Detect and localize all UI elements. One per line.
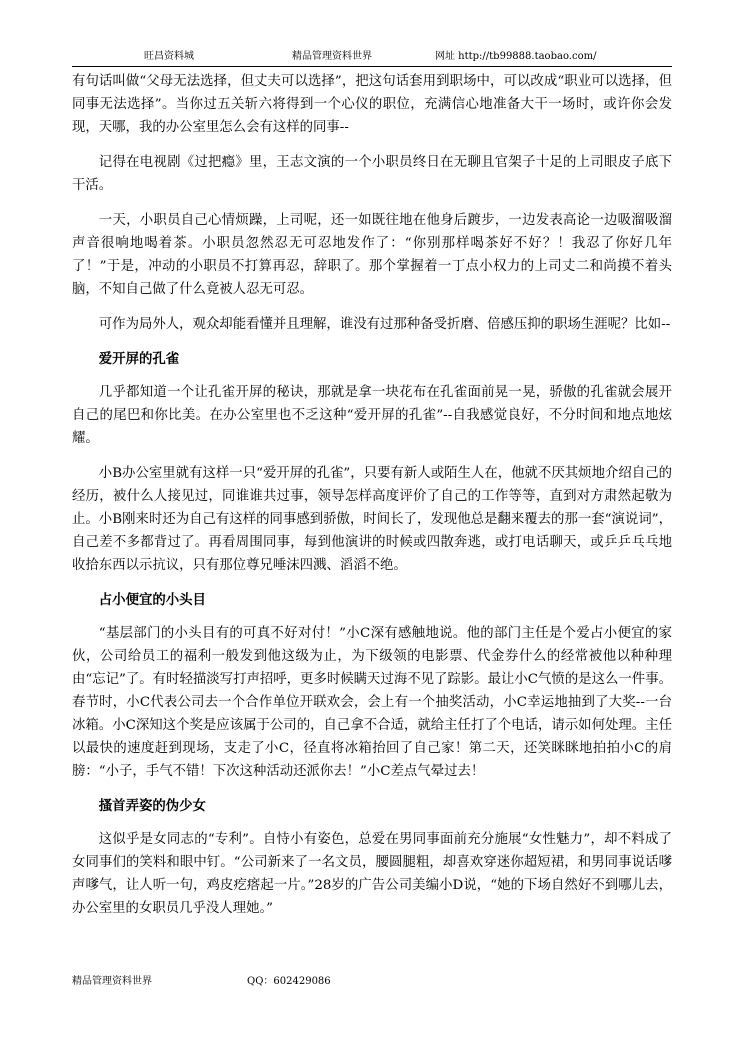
section-heading-petty-boss: 占小便宜的小头目 <box>98 593 206 608</box>
section3-paragraph-1: 这似乎是女同志的“专利”。自恃小有姿色，总爱在男同事面前充分施展“女性魅力”，却不料成了女同事们的笑料和眼中钉。“公司新来了一名文员，腰圆腿粗，却喜欢穿迷你超短裙，和男同事说话嗲声嗲气，让人听一句，鸡皮疙瘩起一片。”28岁的广告公司美编小D说，“她的下场自然好不到哪儿去，办公室里的女职员几乎没人理她。” <box>72 832 672 916</box>
header-left-text: 旺昌资料城 <box>144 51 194 62</box>
intro-paragraph-2: 记得在电视剧《过把瘾》里，王志文演的一个小职员终日在无聊且官架子十足的上司眼皮子底下干活。 <box>72 155 672 193</box>
intro-paragraph-3: 一天，小职员自己心情烦躁，上司呢，还一如既往地在他身后踱步，一边发表高论一边吸溜吸溜声音很响地喝着茶。小职员忽然忍无可忍地发作了：“你别那样喝茶好不好？！我忍了你好几年了！”于是，冲动的小职员不打算再忍，辞职了。那个掌握着一丁点小权力的上司丈二和尚摸不着头脑，不知自己做了什么竟被人忍无可忍。 <box>72 213 672 297</box>
section1-paragraph-1: 几乎都知道一个让孔雀开屏的秘诀，那就是拿一块花布在孔雀面前晃一晃，骄傲的孔雀就会展开自己的尾巴和你比美。在办公室里也不乏这种“爱开屏的孔雀”--自我感觉良好，不分时间和地点地炫耀。 <box>72 385 672 446</box>
header-divider <box>72 66 672 67</box>
intro-paragraph-4: 可作为局外人，观众却能看懂并且理解，谁没有过那种备受折磨、倍感压抑的职场生涯呢？比如-- <box>98 317 671 332</box>
intro-paragraph-1: 有句话叫做“父母无法选择，但丈夫可以选择”，把这句话套用到职场中，可以改成“职业可以选择，但同事无法选择”。当你过五关斩六将得到一个心仪的职位，充满信心地准备大干一场时，或许你会发现，天哪，我的办公室里怎么会有这样的同事-- <box>72 74 672 135</box>
section1-paragraph-2: 小B办公室里就有这样一只“爱开屏的孔雀”，只要有新人或陌生人在，他就不厌其烦地介绍自己的经历，被什么人接见过，同谁谁共过事，领导怎样高度评价了自己的工作等等，直到对方肃然起敬为止。小B刚来时还为自己有这样的同事感到骄傲，时间长了，发现他总是翻来覆去的那一套“演说词”，自己差不多都背过了。再看周围同事，每到他演讲的时候或四散奔逃，或打电话聊天，或乒乒乓乓地收拾东西以示抗议，只有那位尊兄唾沫四溅、滔滔不绝。 <box>72 466 672 573</box>
section2-paragraph-1: “基层部门的小头目有的可真不好对付！”小C深有感触地说。他的部门主任是个爱占小便宜的家伙，公司给员工的福利一般发到他这级为止，为下级领的电影票、代金券什么的经常被他以种种理由“忘记”了。有时轻描淡写打声招呼，更多时候瞒天过海不见了踪影。最让小C气愤的是这么一件事。春节时，小C代表公司去一个合作单位开联欢会，会上有一个抽奖活动，小C幸运地抽到了大奖--一台冰箱。小C深知这个奖是应该属于公司的，自己拿不合适，就给主任打了个电话，请示如何处理。主任以最快的速度赶到现场，支走了小C，径直将冰箱抬回了自己家！第二天，还笑眯眯地拍拍小C的肩膀：“小子，手气不错！下次这种活动还派你去！”小C差点气晕过去！ <box>72 626 672 779</box>
section-heading-peacock: 爱开屏的孔雀 <box>98 352 180 367</box>
section-heading-pseudo-girl: 搔首弄姿的伪少女 <box>98 799 206 814</box>
document-body <box>72 70 672 932</box>
header-url-text: 网址 http://tb99888.taobao.com/ <box>435 51 597 62</box>
footer-qq-text: QQ：602429086 <box>247 976 331 987</box>
footer-left-text: 精品管理资料世界 <box>72 976 152 987</box>
header-center-text: 精品管理资料世界 <box>292 51 372 62</box>
